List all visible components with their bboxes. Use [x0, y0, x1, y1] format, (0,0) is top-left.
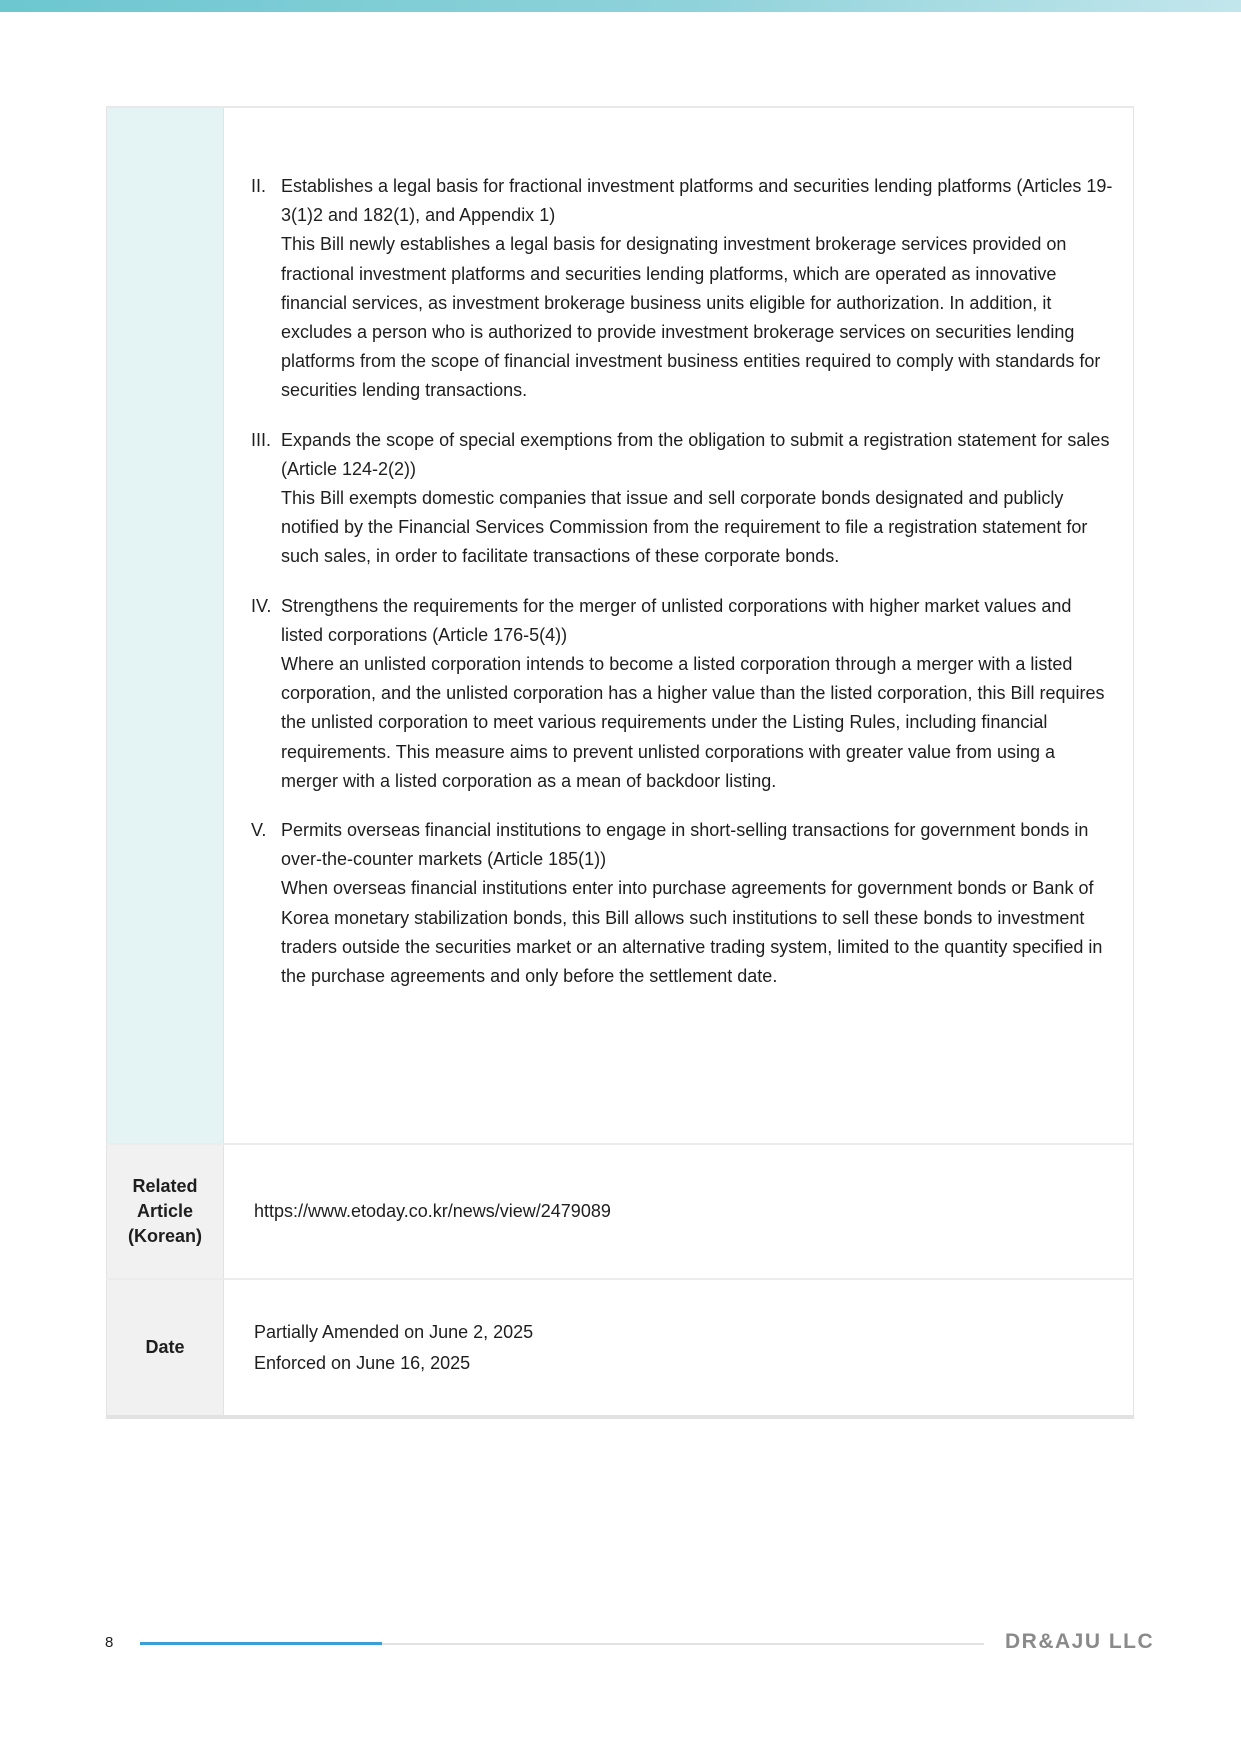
- date-label: Date: [106, 1280, 224, 1415]
- related-article-label-line: Article: [136, 1201, 193, 1221]
- item-body-text: Where an unlisted corporation intends to become a listed corporation through a merger with a listed corporation, and the unlisted corporation has a higher value than the listed corporation, this Bill requires the unlisted corporation to meet various requirements under the Listing Rules, including financial requirements. This measure aims to prevent unlisted corporations with greater value from using a merger with a listed corporation as a mean of backdoor listing.: [281, 654, 1105, 791]
- item-numeral: III.: [251, 429, 272, 450]
- list-item: [251, 816, 1113, 991]
- item-body-text: This Bill newly establishes a legal basis for designating investment brokerage services provided on fractional investment platforms and securities lending platforms, which are operated as innovative financial services, as investment brokerage business units eligible for authorization. In addition, it excludes a person who is authorized to provide investment brokerage services on securities lending platforms from the scope of financial investment business entities required to comply with standards for securities lending transactions.: [281, 234, 1101, 401]
- related-article-label: [106, 1145, 224, 1278]
- summary-row: [106, 108, 1134, 1145]
- item-body-text: When overseas financial institutions enter into purchase agreements for government bonds or Bank of Korea monetary stabilization bonds, this Bill allows such institutions to sell these bonds to investment traders outside the securities market or an alternative trading system, limited to the quantity specified in the purchase agreements and only before the settlement date.: [281, 878, 1103, 987]
- header-accent-bar: [0, 0, 1241, 12]
- related-article-label-line: (Korean): [127, 1226, 202, 1246]
- item-heading: Permits overseas financial institutions to engage in short-selling transactions for government bonds in over-the-counter markets (Article 185(1)): [281, 820, 1089, 870]
- list-item: [251, 592, 1113, 796]
- item-heading: Establishes a legal basis for fractional investment platforms and securities lending platforms (Articles 19-3(1)2 and 182(1), and Appendix 1): [281, 176, 1113, 226]
- date-row: [106, 1280, 1134, 1415]
- amended-date: Partially Amended on June 2, 2025: [254, 1321, 534, 1342]
- footer-progress-accent: [140, 1642, 382, 1645]
- item-numeral: V.: [251, 820, 267, 841]
- amendment-table: [106, 106, 1134, 1419]
- item-heading: Expands the scope of special exemptions from the obligation to submit a registration statement for sales (Article 124-2(2)): [281, 429, 1110, 479]
- item-heading: Strengthens the requirements for the merger of unlisted corporations with higher market values and listed corporations (Article 176-5(4)): [281, 595, 1072, 645]
- page-number: 8: [105, 1634, 114, 1651]
- date-content: [224, 1280, 1134, 1415]
- related-article-row: [106, 1145, 1134, 1280]
- enforced-date: Enforced on June 16, 2025: [254, 1352, 471, 1373]
- list-item: [251, 172, 1113, 406]
- item-numeral: II.: [251, 176, 267, 196]
- firm-logo: DR&AJU LLC: [1005, 1630, 1155, 1653]
- summary-label-cell: [106, 108, 224, 1143]
- related-article-content: [224, 1145, 1134, 1278]
- item-numeral: IV.: [251, 595, 272, 616]
- related-article-link[interactable]: https://www.etoday.co.kr/news/view/2479089: [254, 1201, 611, 1221]
- item-body-text: This Bill exempts domestic companies that issue and sell corporate bonds designated and publicly notified by the Financial Services Commission from the requirement to file a registration statement for such sales, in order to facilitate transactions of these corporate bonds.: [281, 488, 1088, 567]
- summary-content: [224, 108, 1134, 1143]
- list-item: [251, 426, 1113, 572]
- related-article-label-line: Related: [132, 1176, 198, 1196]
